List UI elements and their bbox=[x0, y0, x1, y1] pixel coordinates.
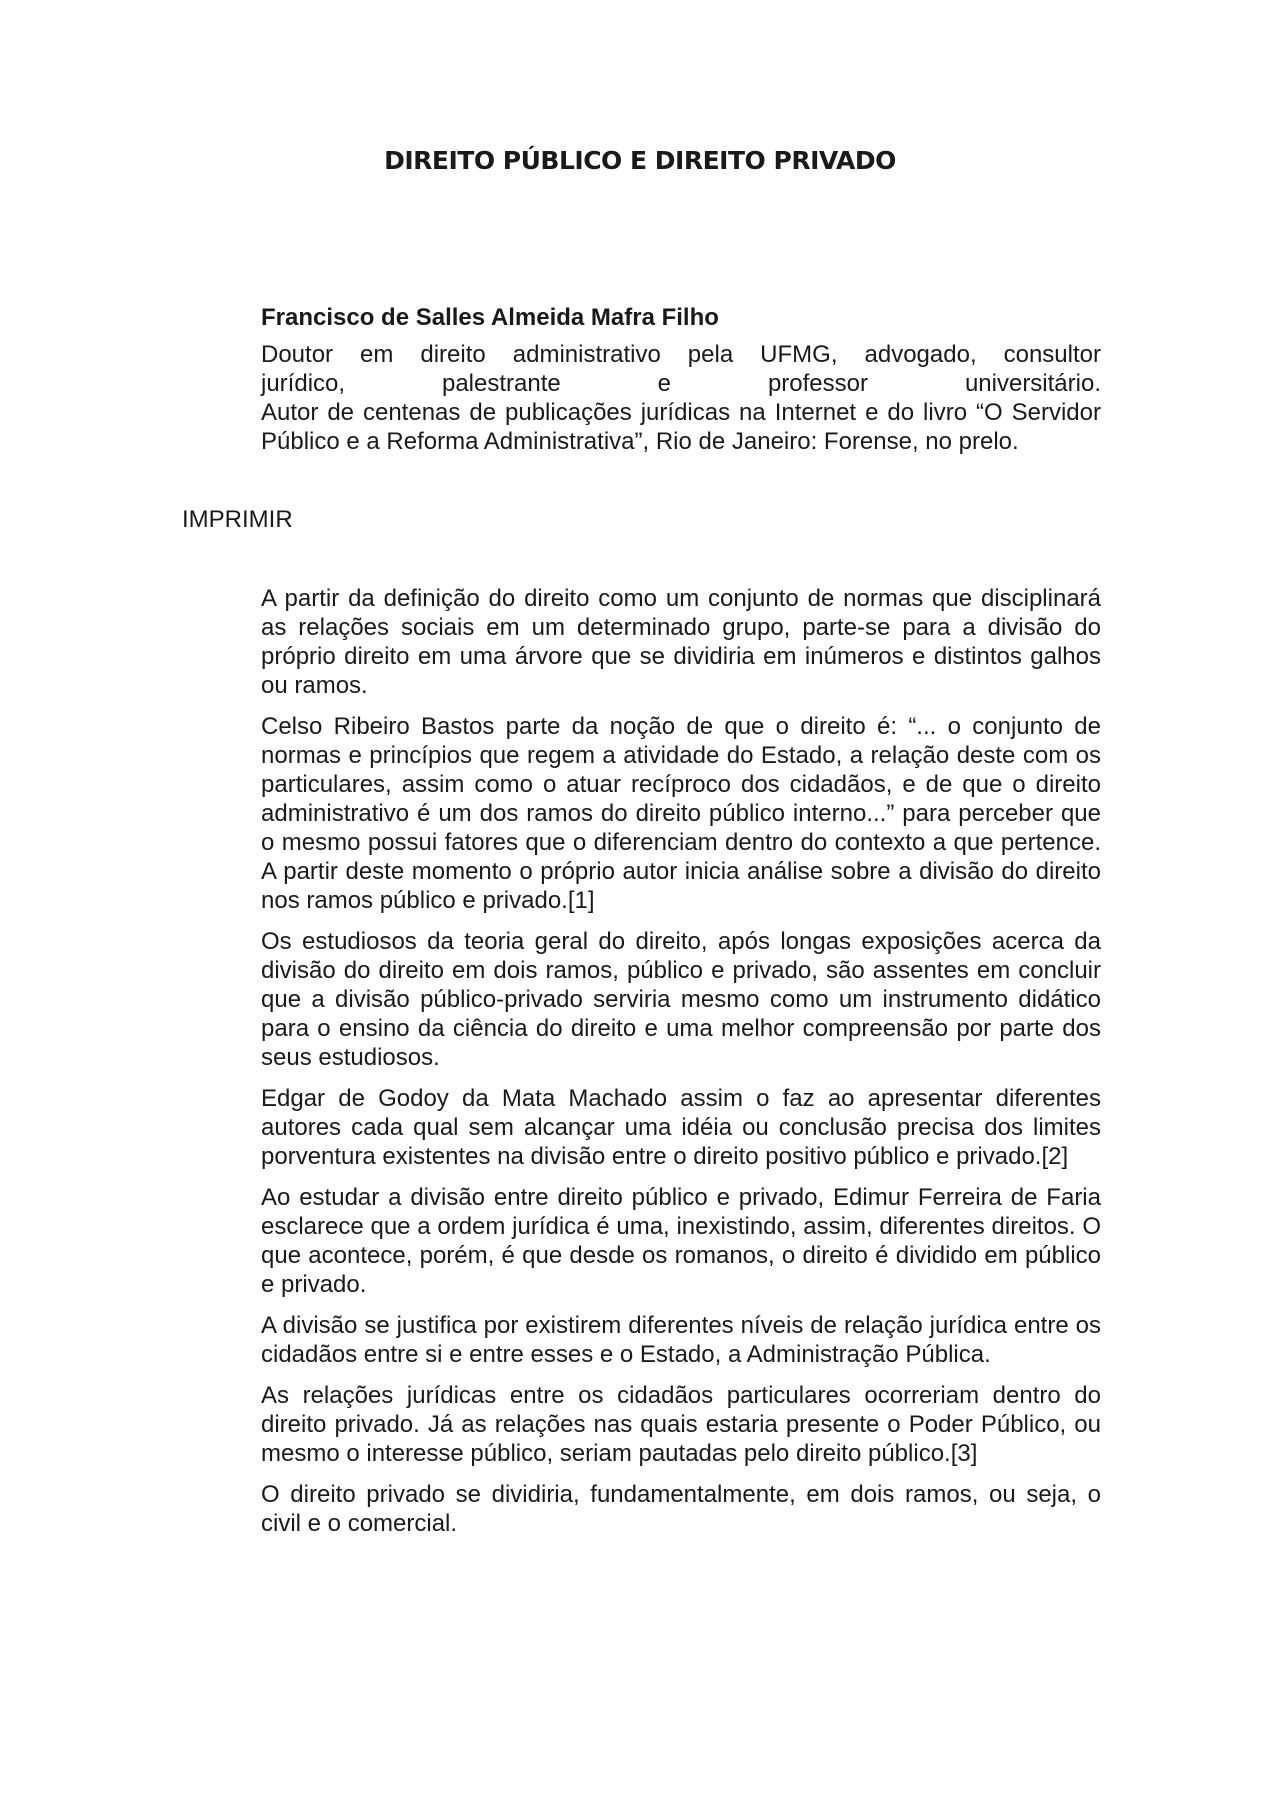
page-title: DIREITO PÚBLICO E DIREITO PRIVADO bbox=[384, 146, 896, 175]
article-body bbox=[261, 584, 1101, 1550]
article-paragraph: Edgar de Godoy da Mata Machado assim o faz ao apresentar diferentes autores cada qual sem alcançar uma idéia ou conclusão precisa dos limites porventura existentes na divisão entre o direito positivo público e privado.[2] bbox=[261, 1085, 1101, 1170]
author-bio-line: Doutor em direito administrativo pela UFMG, advogado, consultor bbox=[261, 341, 1101, 368]
author-bio bbox=[261, 340, 1101, 456]
article-paragraph: As relações jurídicas entre os cidadãos particulares ocorreriam dentro do direito privado. Já as relações nas quais estaria presente o Poder Público, ou mesmo o interesse público, seriam pautadas pelo direito público.[3] bbox=[261, 1382, 1101, 1467]
article-paragraph: Ao estudar a divisão entre direito público e privado, Edimur Ferreira de Faria esclarece que a ordem jurídica é uma, inexistindo, assim, diferentes direitos. O que acontece, porém, é que desde os romanos, o direito é dividido em público e privado. bbox=[261, 1184, 1101, 1298]
article-paragraph: Celso Ribeiro Bastos parte da noção de que o direito é: “... o conjunto de normas e princípios que regem a atividade do Estado, a relação deste com os particulares, assim como o atuar recíproco dos cidadãos, e de que o direito administrativo é um dos ramos do direito público interno...” para perceber que o mesmo possui fatores que o diferenciam dentro do contexto a que pertence. A partir deste momento o próprio autor inicia análise sobre a divisão do direito nos ramos público e privado.[1] bbox=[261, 713, 1101, 914]
author-name: Francisco de Salles Almeida Mafra Filho bbox=[261, 304, 719, 331]
article-paragraph: A divisão se justifica por existirem diferentes níveis de relação jurídica entre os cidadãos entre si e entre esses e o Estado, a Administração Pública. bbox=[261, 1312, 1101, 1368]
author-bio-line: jurídico, palestrante e professor universitário. bbox=[261, 370, 1101, 397]
print-link[interactable]: IMPRIMIR bbox=[182, 506, 293, 533]
article-paragraph: A partir da definição do direito como um conjunto de normas que disciplinará as relações sociais em um determinado grupo, parte-se para a divisão do próprio direito em uma árvore que se dividiria em inúmeros e distintos galhos ou ramos. bbox=[261, 585, 1101, 699]
article-paragraph: Os estudiosos da teoria geral do direito, após longas exposições acerca da divisão do direito em dois ramos, público e privado, são assentes em concluir que a divisão público-privado serviria mesmo como um instrumento didático para o ensino da ciência do direito e uma melhor compreensão por parte dos seus estudiosos. bbox=[261, 928, 1101, 1071]
author-block bbox=[261, 303, 1101, 456]
article-paragraph: O direito privado se dividiria, fundamentalmente, em dois ramos, ou seja, o civil e o comercial. bbox=[261, 1481, 1101, 1537]
author-bio-text: Autor de centenas de publicações jurídicas na Internet e do livro “O Servidor Público e a Reforma Administrativa”, Rio de Janeiro: Forense, no prelo. bbox=[261, 399, 1101, 455]
